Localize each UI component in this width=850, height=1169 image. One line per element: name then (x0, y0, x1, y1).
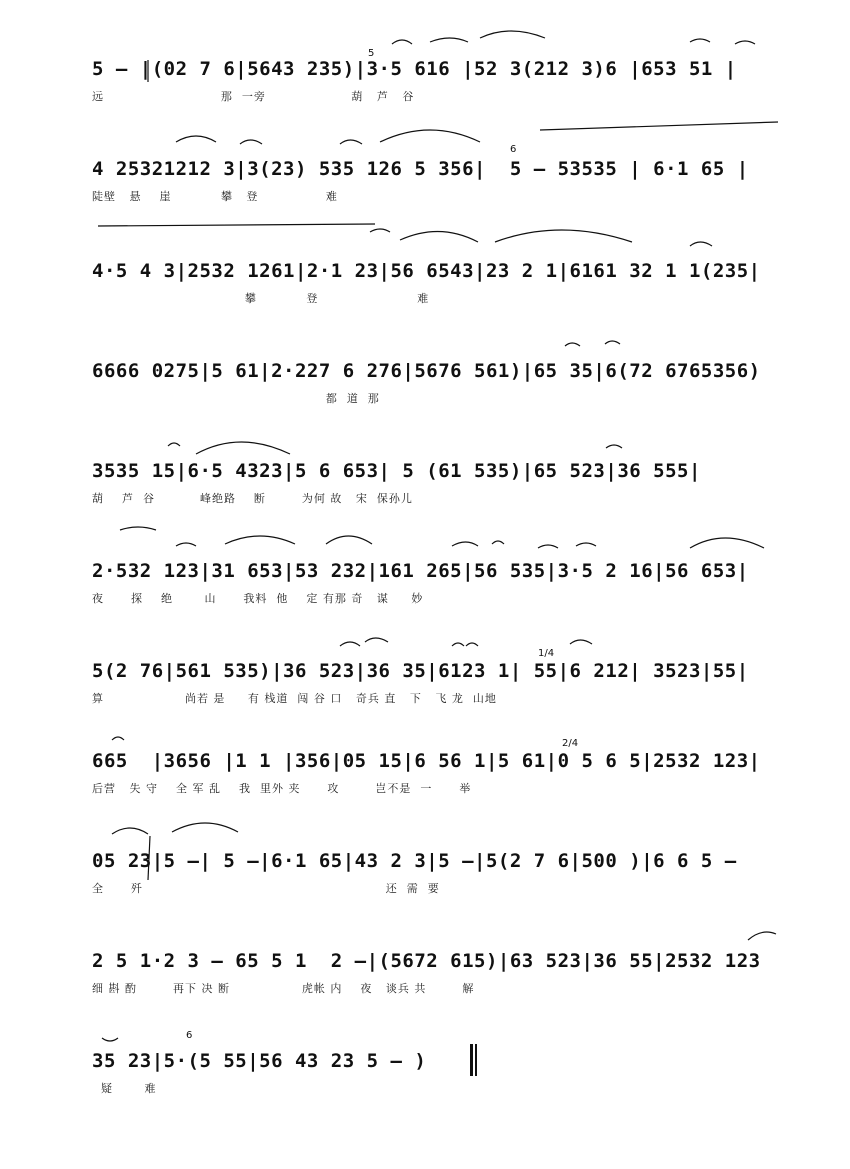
score-system-3 (92, 260, 782, 350)
lyrics-line: 攀 登 难 (92, 292, 430, 305)
lyrics-line: 全 歼 还 需 要 (92, 882, 440, 895)
notation-line: 4 25321212 3|3(23) 535 126 5 356| 5 – 53535 | 6·1 65 | (92, 158, 749, 180)
lyrics-line: 都 道 那 (92, 392, 380, 405)
score-system-11 (92, 1030, 782, 1140)
lyrics-line: 细 斟 酌 再下 决 断 虎帐 内 夜 谈兵 共 解 (92, 982, 475, 995)
notation-line: 5 – |(02 7 6|5643 235)|3·5 616 |52 3(212 3)6 |653 51 | (92, 58, 737, 80)
lyrics-line: 远 那 一旁 葫 芦 谷 (92, 90, 415, 103)
score-system-5 (92, 460, 782, 550)
ornament-mark: 6 (186, 1030, 193, 1041)
notation-line: 5(2 76|561 535)|36 523|36 35|6123 1| 55|6 212| 3523|55| (92, 660, 749, 682)
notation-line: 05 23|5 –| 5 –|6·1 65|43 2 3|5 –|5(2 7 6|500 )|6 6 5 – (92, 850, 737, 872)
score-system-9 (92, 850, 782, 940)
score-system-8 (92, 738, 782, 840)
notation-line: 665 |3656 |1 1 |356|05 15|6 56 1|5 61|0 5 6 5|2532 123| (92, 750, 761, 772)
lyrics-line: 算 尚若 是 有 栈道 闯 谷 口 奇兵 直 下 飞 龙 山地 (92, 692, 497, 705)
score-system-7 (92, 648, 782, 750)
notation-line: 2·532 123|31 653|53 232|161 265|56 535|3·5 2 16|56 653| (92, 560, 749, 582)
meter-mark: 1/4 (538, 648, 555, 659)
notation-line: 4·5 4 3|2532 1261|2·1 23|56 6543|23 2 1|6161 32 1 1(235| (92, 260, 761, 282)
notation-line: 2 5 1·2 3 – 65 5 1 2 –|(5672 615)|63 523|36 55|2532 123 (92, 950, 761, 972)
score-system-6 (92, 560, 782, 650)
lyrics-line: 夜 探 绝 山 我料 他 定 有那 奇 谋 妙 (92, 592, 424, 605)
ornament-mark: 5 (368, 48, 375, 59)
notation-line: 35 23|5·(5 55|56 43 23 5 – ) (92, 1050, 427, 1072)
score-system-10 (92, 950, 782, 1040)
meter-mark: 2/4 (562, 738, 579, 749)
final-barline (470, 1044, 473, 1076)
notation-line: 3535 15|6·5 4323|5 6 653| 5 (61 535)|65 523|36 555| (92, 460, 701, 482)
final-barline-thin (475, 1044, 477, 1076)
ornament-mark: 6 (510, 144, 517, 155)
lyrics-line: 疑 难 (92, 1082, 157, 1095)
lyrics-line: 陡壁 悬 崖 攀 登 难 (92, 190, 338, 203)
score-system-1 (92, 48, 782, 148)
score-system-2 (92, 144, 782, 248)
score-system-4 (92, 360, 782, 450)
notation-line: 6666 0275|5 61|2·227 6 276|5676 561)|65 35|6(72 6765356) (92, 360, 761, 382)
lyrics-line: 葫 芦 谷 峰绝路 断 为何 故 宋 保孙儿 (92, 492, 413, 505)
lyrics-line: 后营 失 守 全 军 乱 我 里外 夹 攻 岂不是 一 举 (92, 782, 472, 795)
